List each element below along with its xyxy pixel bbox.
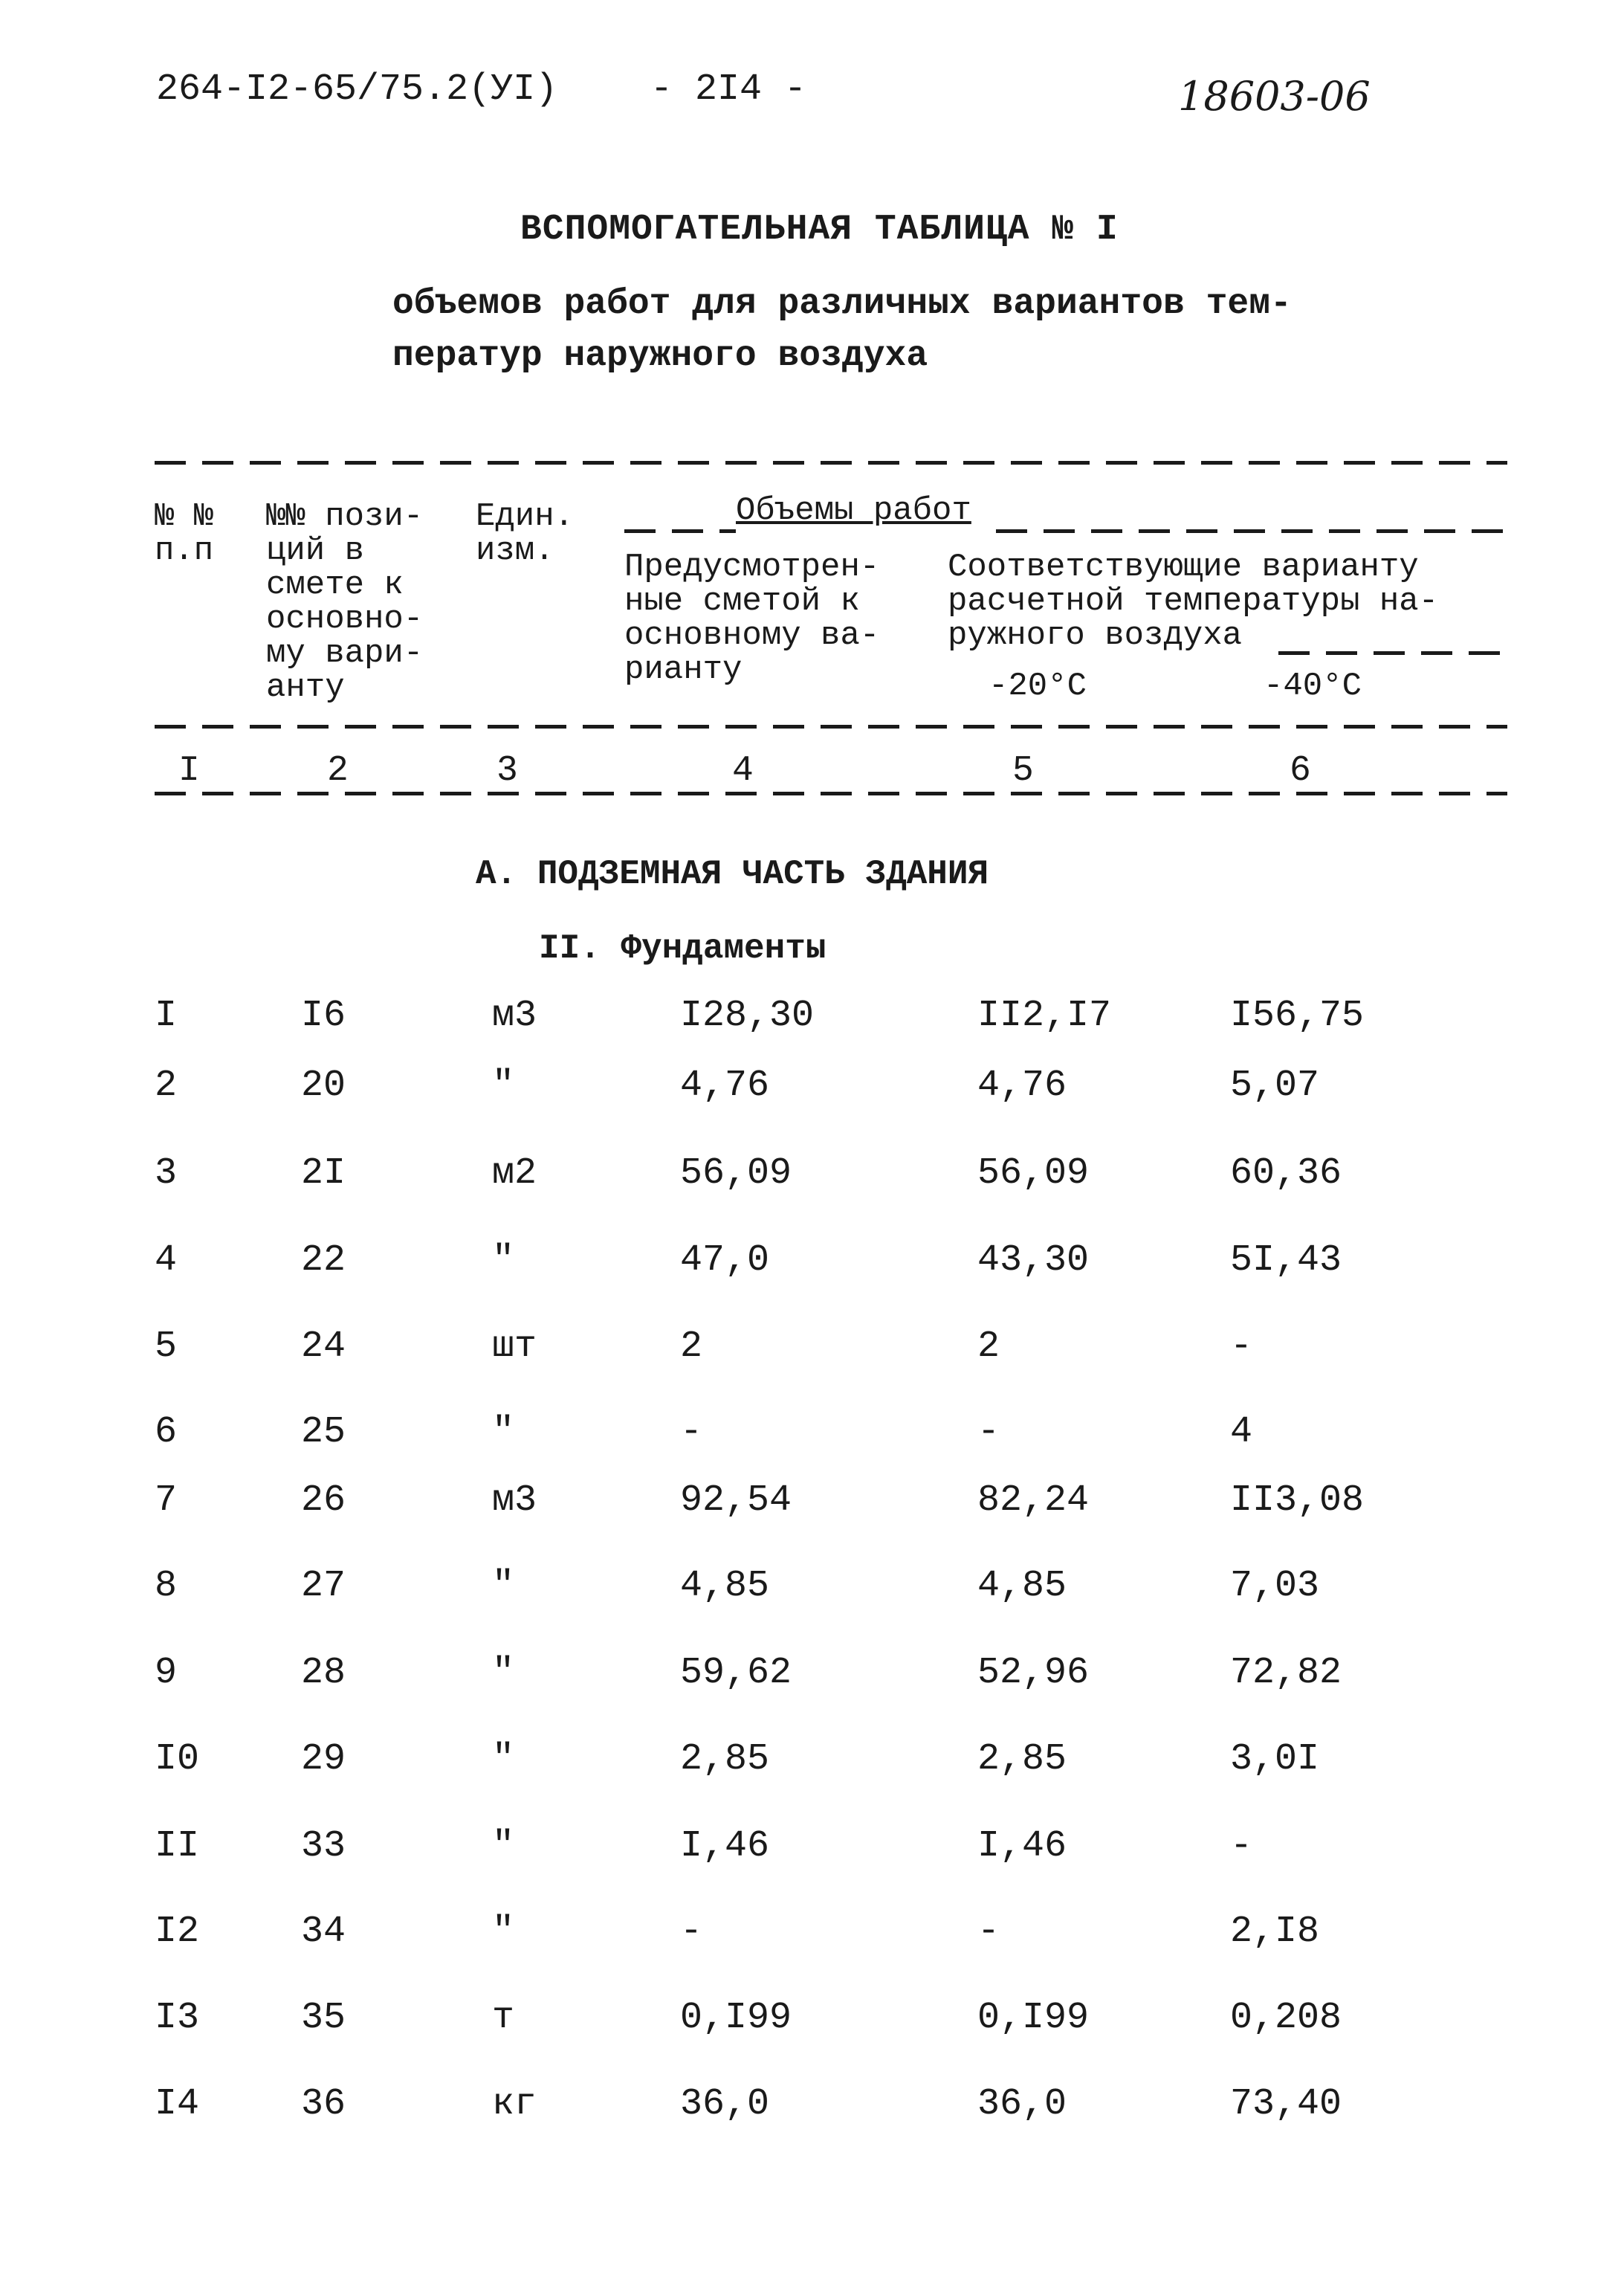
subtitle-line-1: объемов работ для различных вариантов тем- [392, 284, 1292, 324]
cell-volume-minus40: 60,36 [1230, 1152, 1342, 1195]
header-col-temperature-variants: Соответствующие варианту расчетной температуры на- ружного воздуха [948, 549, 1439, 654]
cell-row-number: 7 [155, 1479, 178, 1522]
header-bottom-rule [155, 725, 1507, 729]
cell-row-number: 3 [155, 1152, 178, 1195]
cell-position: 26 [301, 1479, 346, 1522]
column-number-3: 3 [496, 751, 518, 791]
column-number-1: I [178, 751, 200, 791]
table-title: ВСПОМОГАТЕЛЬНАЯ ТАБЛИЦА № I [520, 210, 1119, 250]
cell-row-number: 6 [155, 1411, 178, 1453]
cell-row-number: 9 [155, 1652, 178, 1694]
cell-volume-minus40: 5,07 [1230, 1065, 1320, 1107]
cell-unit: " [492, 1911, 515, 1953]
cell-base-volume: I,46 [680, 1825, 770, 1867]
table-row [0, 1239, 1624, 1284]
cell-base-volume: 2 [680, 1325, 703, 1368]
cell-position: 36 [301, 2083, 346, 2125]
cell-volume-minus20: 0,I99 [977, 1997, 1090, 2039]
cell-row-number: I0 [155, 1738, 200, 1780]
cell-base-volume: 4,85 [680, 1565, 770, 1607]
cell-unit: " [492, 1652, 515, 1694]
header-col-minus40: -40°C [1264, 668, 1362, 705]
cell-volume-minus20: 2 [977, 1325, 1000, 1368]
cell-base-volume: I28,30 [680, 995, 815, 1037]
cell-unit: " [492, 1065, 515, 1107]
document-code: 264-I2-65/75.2(УI) [156, 68, 558, 111]
volumes-rule-left [624, 529, 736, 533]
table-row [0, 1738, 1624, 1783]
temperature-rule [1278, 651, 1507, 655]
cell-unit: кг [492, 2083, 537, 2125]
cell-volume-minus20: II2,I7 [977, 995, 1112, 1037]
column-numbers-rule [155, 792, 1507, 795]
table-row [0, 1565, 1624, 1609]
cell-row-number: I4 [155, 2083, 200, 2125]
cell-volume-minus20: - [977, 1411, 1000, 1453]
cell-volume-minus20: I,46 [977, 1825, 1067, 1867]
header-top-rule [155, 461, 1507, 465]
cell-volume-minus40: 73,40 [1230, 2083, 1342, 2125]
cell-position: 27 [301, 1565, 346, 1607]
table-row [0, 1652, 1624, 1696]
section-heading: А. ПОДЗЕМНАЯ ЧАСТЬ ЗДАНИЯ [476, 855, 989, 894]
cell-base-volume: 59,62 [680, 1652, 792, 1694]
cell-unit: м2 [492, 1152, 537, 1195]
volumes-rule-right [996, 529, 1507, 533]
cell-base-volume: - [680, 1411, 703, 1453]
cell-volume-minus40: I56,75 [1230, 995, 1365, 1037]
cell-volume-minus20: - [977, 1911, 1000, 1953]
cell-position: 34 [301, 1911, 346, 1953]
table-row [0, 1152, 1624, 1197]
cell-unit: м3 [492, 995, 537, 1037]
cell-volume-minus40: - [1230, 1825, 1253, 1867]
cell-row-number: I2 [155, 1911, 200, 1953]
cell-unit: " [492, 1738, 515, 1780]
column-number-4: 4 [732, 751, 754, 791]
cell-row-number: 2 [155, 1065, 178, 1107]
cell-base-volume: 92,54 [680, 1479, 792, 1522]
cell-row-number: 5 [155, 1325, 178, 1368]
table-row [0, 2083, 1624, 2128]
cell-base-volume: 36,0 [680, 2083, 770, 2125]
subtitle-line-2: ператур наружного воздуха [392, 336, 928, 376]
cell-volume-minus20: 2,85 [977, 1738, 1067, 1780]
cell-volume-minus40: 5I,43 [1230, 1239, 1342, 1282]
cell-volume-minus40: 4 [1230, 1411, 1253, 1453]
handwritten-archive-number: 18603-06 [1178, 73, 1371, 120]
column-number-5: 5 [1012, 751, 1034, 791]
header-col-row-number: № № п.п [155, 498, 214, 569]
table-row [0, 1325, 1624, 1370]
header-volumes: Объемы работ [736, 492, 971, 529]
cell-row-number: 8 [155, 1565, 178, 1607]
cell-volume-minus40: - [1230, 1325, 1253, 1368]
cell-position: 20 [301, 1065, 346, 1107]
cell-unit: м3 [492, 1479, 537, 1522]
header-col-estimate-position: №№ пози- ций в смете к основно- му вари- анту [266, 498, 424, 706]
cell-position: 22 [301, 1239, 346, 1282]
cell-position: I6 [301, 995, 346, 1037]
cell-unit: " [492, 1565, 515, 1607]
cell-volume-minus40: 7,03 [1230, 1565, 1320, 1607]
cell-unit: т [492, 1997, 515, 2039]
cell-volume-minus20: 4,85 [977, 1565, 1067, 1607]
table-row [0, 1479, 1624, 1524]
cell-row-number: I3 [155, 1997, 200, 2039]
subsection-heading: II. Фундаменты [539, 929, 826, 968]
header-col-minus20: -20°C [989, 668, 1087, 705]
cell-base-volume: 0,I99 [680, 1997, 792, 2039]
header-col-base-variant: Предусмотрен- ные сметой к основному ва- рианту [624, 549, 880, 688]
cell-volume-minus20: 36,0 [977, 2083, 1067, 2125]
cell-volume-minus20: 52,96 [977, 1652, 1090, 1694]
table-row [0, 995, 1624, 1039]
cell-base-volume: 56,09 [680, 1152, 792, 1195]
cell-volume-minus40: II3,08 [1230, 1479, 1365, 1522]
cell-volume-minus40: 3,0I [1230, 1738, 1320, 1780]
cell-base-volume: 47,0 [680, 1239, 770, 1282]
cell-position: 35 [301, 1997, 346, 2039]
cell-volume-minus40: 72,82 [1230, 1652, 1342, 1694]
cell-unit: " [492, 1825, 515, 1867]
cell-position: 28 [301, 1652, 346, 1694]
cell-unit: шт [492, 1325, 537, 1368]
column-number-6: 6 [1290, 751, 1311, 791]
table-row [0, 1825, 1624, 1870]
cell-row-number: I [155, 995, 178, 1037]
table-row [0, 1997, 1624, 2041]
table-row [0, 1411, 1624, 1456]
cell-position: 25 [301, 1411, 346, 1453]
cell-position: 24 [301, 1325, 346, 1368]
cell-position: 29 [301, 1738, 346, 1780]
cell-volume-minus20: 4,76 [977, 1065, 1067, 1107]
cell-base-volume: - [680, 1911, 703, 1953]
cell-row-number: 4 [155, 1239, 178, 1282]
cell-volume-minus20: 56,09 [977, 1152, 1090, 1195]
cell-position: 2I [301, 1152, 346, 1195]
header-col-unit: Един. изм. [476, 498, 575, 569]
cell-base-volume: 4,76 [680, 1065, 770, 1107]
cell-volume-minus20: 43,30 [977, 1239, 1090, 1282]
cell-volume-minus20: 82,24 [977, 1479, 1090, 1522]
cell-volume-minus40: 2,I8 [1230, 1911, 1320, 1953]
cell-unit: " [492, 1411, 515, 1453]
cell-volume-minus40: 0,208 [1230, 1997, 1342, 2039]
cell-position: 33 [301, 1825, 346, 1867]
table-row [0, 1911, 1624, 1955]
cell-base-volume: 2,85 [680, 1738, 770, 1780]
table-row [0, 1065, 1624, 1109]
cell-unit: " [492, 1239, 515, 1282]
page-number: - 2I4 - [650, 68, 807, 111]
cell-row-number: II [155, 1825, 200, 1867]
column-number-2: 2 [327, 751, 349, 791]
